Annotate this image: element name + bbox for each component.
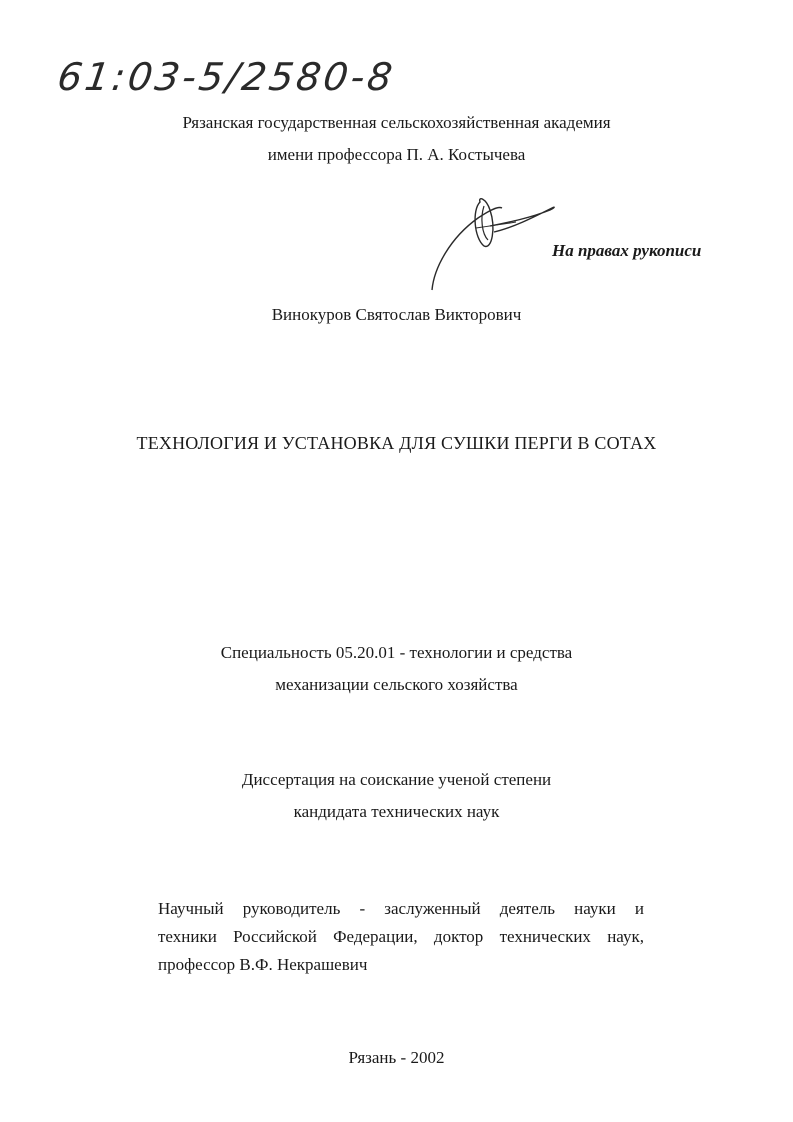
degree-line-1: Диссертация на соискание ученой степени: [241, 770, 552, 789]
dissertation-title: ТЕХНОЛОГИЯ И УСТАНОВКА ДЛЯ СУШКИ ПЕРГИ В СОТАХ: [136, 433, 657, 453]
archive-number-handwritten: 61:03-5/2580-8: [54, 55, 398, 99]
place-and-year: Рязань - 2002: [348, 1048, 445, 1067]
author-name: Винокуров Святослав Викторович: [271, 305, 522, 324]
specialty-line-2: механизации сельского хозяйства: [275, 675, 518, 694]
institution-line-1: Рязанская государственная сельскохозяйственная академия: [182, 113, 611, 132]
supervisor-paragraph: [158, 895, 644, 979]
institution-line-2: имени профессора П. А. Костычева: [267, 145, 526, 164]
specialty-line-1: Специальность 05.20.01 - технологии и средства: [220, 643, 573, 662]
manuscript-rights-label: На правах рукописи: [552, 241, 702, 260]
supervisor-line-1: Научный руководитель - заслуженный деятель науки и: [158, 899, 644, 918]
supervisor-line-3: профессор В.Ф. Некрашевич: [158, 955, 368, 974]
degree-line-2: кандидата технических наук: [293, 802, 500, 821]
supervisor-line-2: техники Российской Федерации, доктор технических наук,: [158, 927, 644, 946]
handwritten-signature: [420, 188, 570, 298]
